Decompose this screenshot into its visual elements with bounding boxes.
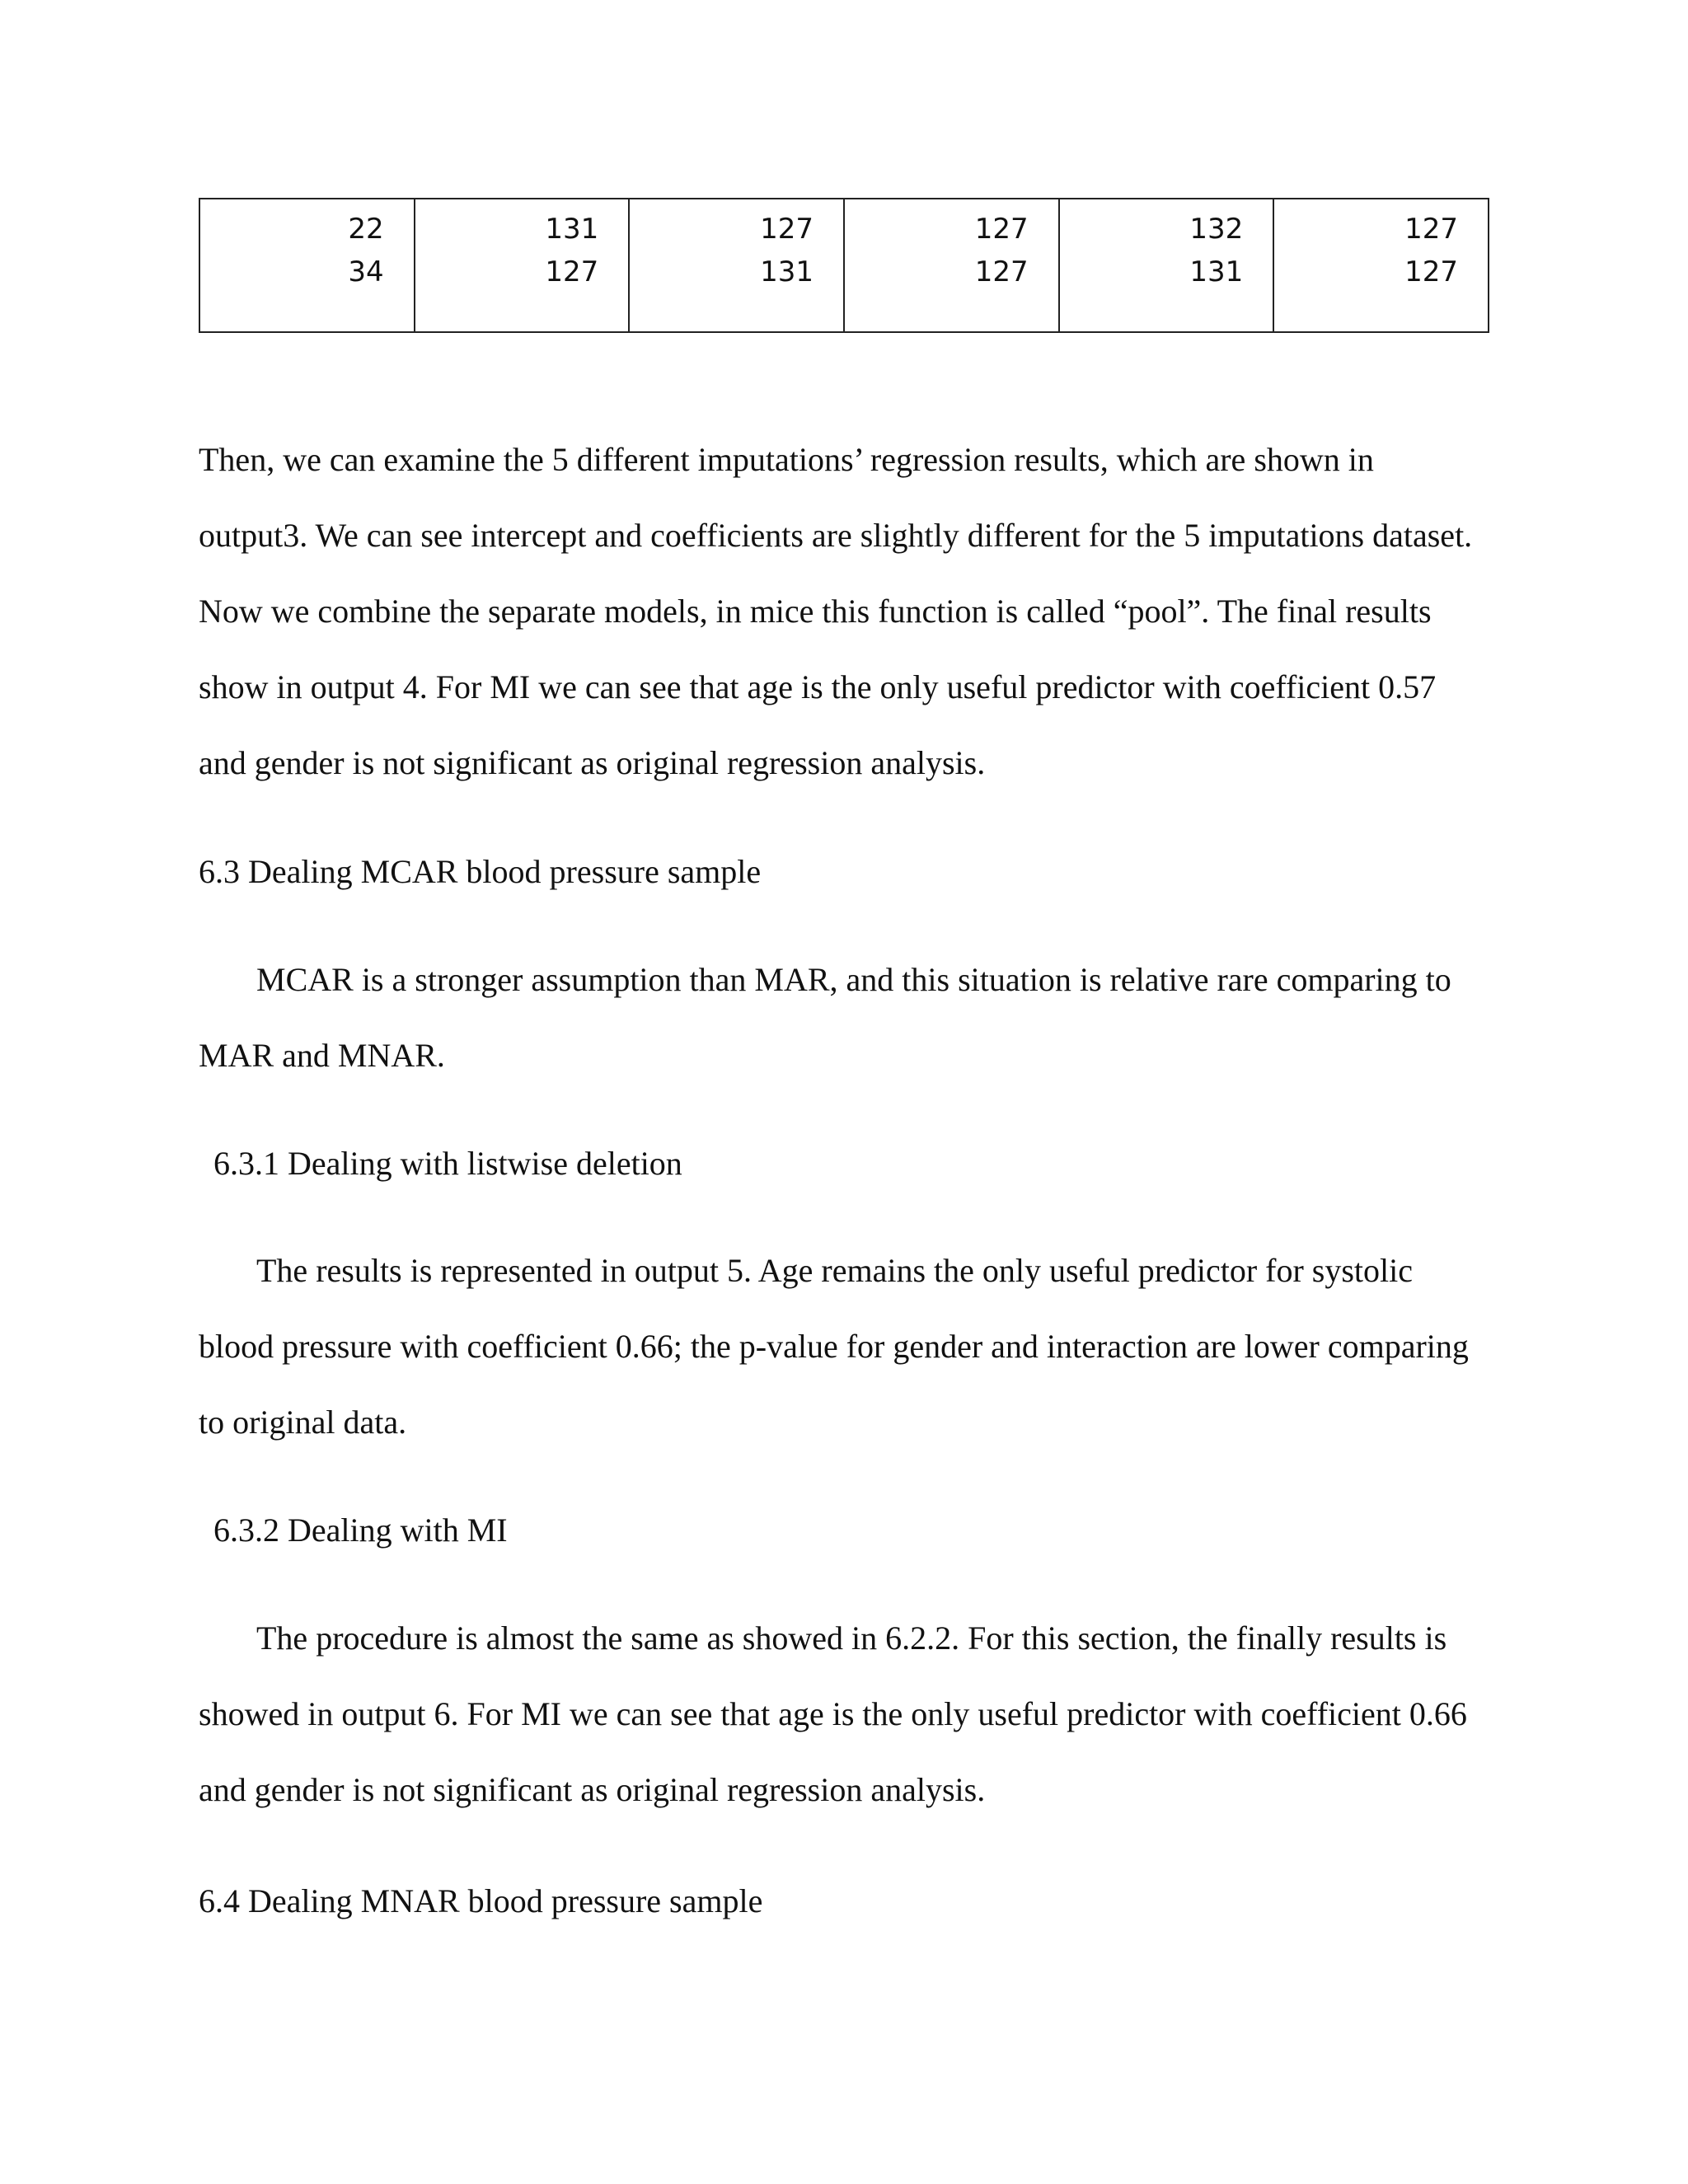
text-line: and gender is not significant as original regression analysis. bbox=[199, 1771, 986, 1808]
text-line: and gender is not significant as original regression analysis. bbox=[199, 744, 986, 781]
paragraph-mcar bbox=[199, 942, 1451, 1094]
section-heading-6-3: 6.3 Dealing MCAR blood pressure sample bbox=[199, 853, 762, 890]
cell-value: 131 bbox=[760, 255, 814, 288]
table-cell bbox=[199, 199, 415, 332]
table-cell bbox=[629, 199, 844, 332]
section-heading-6-3-1: 6.3.1 Dealing with listwise deletion bbox=[213, 1145, 682, 1182]
cell-value: 127 bbox=[974, 213, 1029, 246]
cell-value: 34 bbox=[348, 255, 384, 288]
text-line: MCAR is a stronger assumption than MAR, and this situation is relative rare comparing to bbox=[256, 961, 1451, 998]
cell-value: 127 bbox=[1404, 255, 1458, 288]
text-line: The results is represented in output 5. Age remains the only useful predictor for systolic bbox=[256, 1252, 1414, 1289]
text-line: showed in output 6. For MI we can see that age is the only useful predictor with coefficient 0.66 bbox=[199, 1695, 1467, 1732]
cell-value: 131 bbox=[1189, 255, 1244, 288]
cell-value: 132 bbox=[1189, 213, 1244, 246]
text-line: Then, we can examine the 5 different imputations’ regression results, which are shown in bbox=[199, 441, 1374, 478]
table-row bbox=[199, 199, 1489, 332]
cell-value: 127 bbox=[760, 213, 814, 246]
imputation-values-table bbox=[199, 198, 1489, 333]
cell-value: 22 bbox=[348, 213, 384, 246]
paragraph-listwise-deletion bbox=[199, 1233, 1469, 1460]
section-heading-6-3-2: 6.3.2 Dealing with MI bbox=[213, 1511, 508, 1549]
table-cell bbox=[1273, 199, 1489, 332]
text-line: Now we combine the separate models, in mice this function is called “pool”. The final results bbox=[199, 593, 1432, 630]
cell-value: 127 bbox=[1404, 213, 1458, 246]
text-line: The procedure is almost the same as showed in 6.2.2. For this section, the finally results is bbox=[256, 1619, 1447, 1657]
cell-value: 131 bbox=[545, 213, 599, 246]
table-cell bbox=[415, 199, 630, 332]
table-cell bbox=[844, 199, 1059, 332]
section-heading-6-4: 6.4 Dealing MNAR blood pressure sample bbox=[199, 1882, 763, 1919]
text-line: output3. We can see intercept and coefficients are slightly different for the 5 imputations dataset. bbox=[199, 517, 1473, 554]
text-line: MAR and MNAR. bbox=[199, 1037, 445, 1074]
text-line: to original data. bbox=[199, 1404, 407, 1441]
table-cell bbox=[1059, 199, 1274, 332]
cell-value: 127 bbox=[974, 255, 1029, 288]
paragraph-imputation-results bbox=[199, 422, 1472, 801]
paragraph-mi bbox=[199, 1601, 1467, 1828]
cell-value: 127 bbox=[545, 255, 599, 288]
text-line: blood pressure with coefficient 0.66; the p-value for gender and interaction are lower comparing bbox=[199, 1328, 1469, 1365]
text-line: show in output 4. For MI we can see that age is the only useful predictor with coefficient 0.57 bbox=[199, 668, 1437, 705]
